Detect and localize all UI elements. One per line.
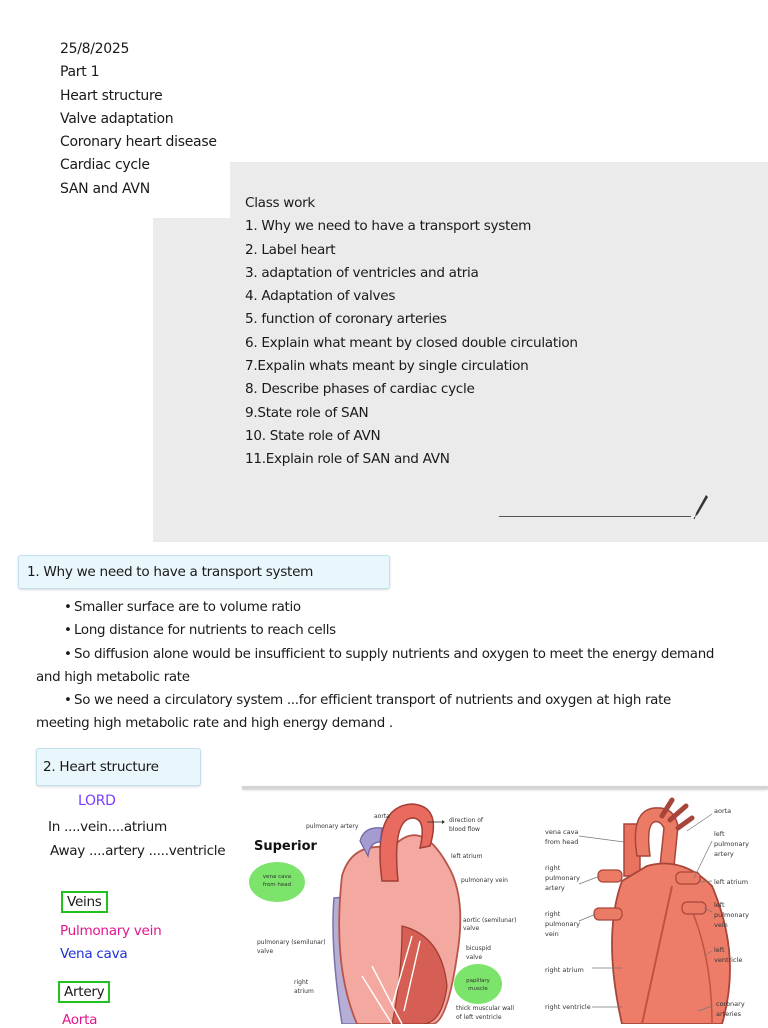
rule-away-text: Away ....artery .....ventricle (50, 843, 226, 859)
classwork-item: 7.Expalin whats meant by single circulation (245, 358, 529, 375)
vein-item: Pulmonary vein (60, 923, 162, 939)
section-heading-text: 1. Why we need to have a transport system (27, 564, 314, 580)
right-pulmonary-artery-shape (598, 870, 622, 882)
bullet-item: • Long distance for nutrients to reach cells (64, 623, 336, 639)
classwork-panel-extension (153, 218, 233, 542)
diagram-label: from head (545, 838, 579, 846)
diagram-label: left (714, 946, 725, 954)
bullet-text: So diffusion alone would be insufficient to supply nutrients and oxygen to meet the energy demand (74, 646, 715, 662)
diagram-label: right atrium (545, 966, 584, 974)
diagram-label: right (545, 864, 561, 872)
diagram-label: arteries (716, 1010, 742, 1018)
classwork-item: 1. Why we need to have a transport system (245, 218, 532, 235)
diagram-label: pulmonary (545, 920, 580, 928)
diagram-label: vena cava (262, 874, 292, 880)
diagram-label: aorta (714, 807, 732, 815)
classwork-item: 10. State role of AVN (245, 427, 381, 444)
rule-in-text: In ....vein....atrium (48, 819, 167, 835)
diagram-label: artery (545, 884, 565, 892)
diagram-label: pulmonary (semilunar) (257, 939, 326, 946)
diagram-label: vena cava (545, 828, 579, 836)
bullet-item: • So we need a circulatory system ...for efficient transport of nutrients and oxygen at high rate (64, 693, 671, 709)
date-text: 25/8/2025 (60, 41, 130, 57)
diagram-label: vein (545, 930, 559, 938)
diagram-label: valve (463, 925, 480, 932)
diagram-label: left atrium (451, 853, 483, 860)
diagram-label: aortic (semilunar) (463, 917, 517, 924)
notes-header (60, 38, 217, 201)
diagram-label: direction of (449, 817, 483, 824)
topic-item: Heart structure (60, 87, 163, 104)
classwork-list (245, 192, 578, 472)
artery-item: Aorta (62, 1012, 98, 1028)
classwork-item: 6. Explain what meant by closed double circulation (245, 334, 578, 351)
diagram-label: ventricle (714, 956, 743, 964)
left-pulmonary-vein-shape (682, 902, 706, 914)
classwork-item: 3. adaptation of ventricles and atria (245, 264, 479, 281)
diagram-label: atrium (294, 988, 314, 995)
artery-label: Artery (58, 981, 110, 1003)
diagram-label: papillary (466, 978, 490, 984)
classwork-title: Class work (245, 195, 315, 211)
diagram-label: right (545, 910, 561, 918)
diagram-label: pulmonary (545, 874, 580, 882)
mnemonic-text: LORD (78, 793, 116, 809)
classwork-item: 9.State role of SAN (245, 404, 369, 421)
heart-diagrams (242, 786, 768, 1024)
pen-icon[interactable] (693, 494, 709, 520)
diagram-label: blood flow (449, 826, 480, 833)
heart-diagram-image (242, 786, 768, 1024)
section-heading-text: 2. Heart structure (43, 759, 159, 775)
diagram-label: pulmonary artery (306, 823, 359, 830)
diagram-label: from head (262, 882, 292, 888)
topic-item: Valve adaptation (60, 110, 174, 127)
section-heading-transport (18, 555, 390, 589)
bullet-item: • So diffusion alone would be insufficient to supply nutrients and oxygen to meet the energy demand (64, 646, 715, 662)
bullet-continuation: and high metabolic rate (36, 669, 190, 685)
diagram-label: left (714, 830, 725, 838)
heart-external-view (545, 800, 749, 1024)
bullet-text: So we need a circulatory system ...for efficient transport of nutrients and oxygen at high rate (74, 693, 671, 709)
diagram-label: left atrium (714, 878, 749, 886)
diagram-label: pulmonary vein (461, 877, 508, 884)
topic-item: SAN and AVN (60, 180, 150, 197)
diagram-label: valve (257, 948, 274, 955)
diagram-label: artery (714, 850, 734, 858)
part-text: Part 1 (60, 64, 100, 81)
classwork-item: 8. Describe phases of cardiac cycle (245, 381, 475, 398)
section-heading-heart (36, 748, 201, 786)
diagram-label: right ventricle (545, 1003, 591, 1011)
classwork-item: 2. Label heart (245, 241, 336, 258)
diagram-label: valve (466, 954, 483, 961)
diagram-label: of left ventricle (456, 1014, 502, 1021)
classwork-item: 4. Adaptation of valves (245, 288, 396, 305)
diagram-label: bicuspid (466, 945, 491, 952)
diagram-label: right (294, 979, 309, 986)
signature-line (499, 516, 691, 517)
bullet-text: Smaller surface are to volume ratio (74, 600, 301, 615)
section-body-transport (36, 596, 736, 736)
bullet-item: • Smaller surface are to volume ratio (64, 600, 301, 615)
topic-item: Coronary heart disease (60, 134, 217, 151)
topic-item: Cardiac cycle (60, 157, 150, 174)
diagram-label: pulmonary (714, 911, 749, 919)
heart-cross-section (249, 804, 516, 1024)
bullet-text: Long distance for nutrients to reach cells (74, 623, 336, 639)
classwork-item: 11.Explain role of SAN and AVN (245, 451, 450, 468)
classwork-item: 5. function of coronary arteries (245, 311, 447, 328)
diagram-label: aorta (374, 813, 390, 820)
diagram-label: left (714, 901, 725, 909)
diagram-label: pulmonary (714, 840, 749, 848)
diagram-top-border (242, 786, 768, 789)
right-pulmonary-vein-shape (594, 908, 622, 920)
veins-label: Veins (61, 891, 108, 913)
diagram-label: thick muscular wall (456, 1005, 515, 1012)
diagram-label: coronary (716, 1000, 745, 1008)
highlight-papillary (454, 964, 502, 1004)
diagram-label: muscle (468, 986, 488, 992)
vein-item: Vena cava (60, 946, 128, 962)
diagram-label: vein (714, 921, 728, 929)
bullet-continuation: meeting high metabolic rate and high energy demand . (36, 716, 393, 732)
diagram-title: Superior (254, 839, 317, 854)
